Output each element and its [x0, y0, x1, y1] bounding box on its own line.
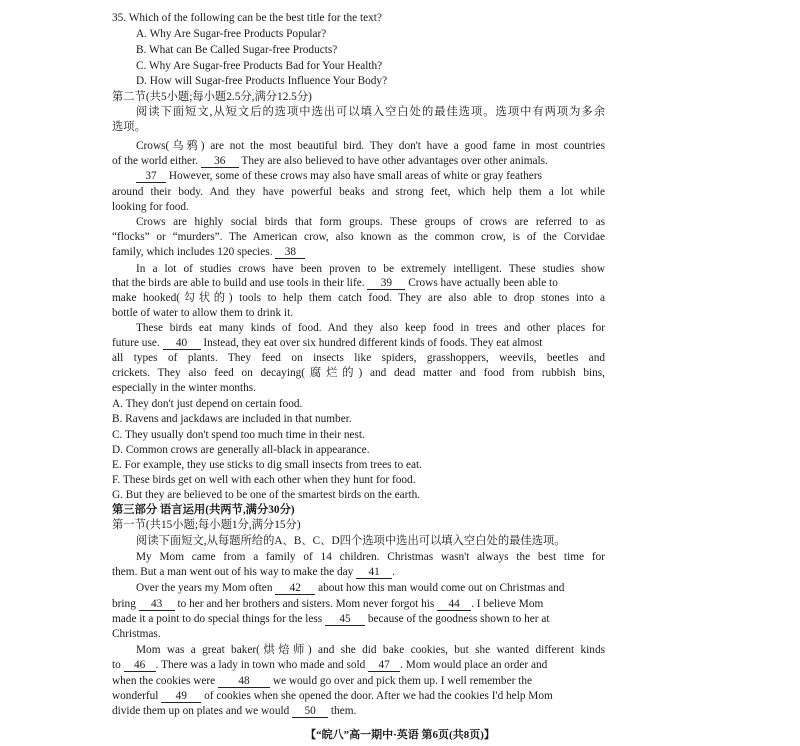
section-2-header: 第二节(共5小题;每小题2.5分,满分12.5分) — [112, 91, 312, 103]
part-3-sub-header: 第一节(共15小题;每小题1分,满分15分) — [112, 519, 301, 531]
blank-39[interactable]: 39 — [367, 277, 405, 290]
crows-p4-line3: make hooked(勾状的) tools to help them catch food. They are also able to drop stones into a — [112, 292, 605, 304]
blank-40[interactable]: 40 — [163, 337, 201, 350]
mom-p3-line5: divide them up on plates and we would 50 them. — [112, 705, 357, 717]
mom-p2-line4: Christmas. — [112, 628, 161, 640]
choice-e: E. For example, they use sticks to dig small insects from trees to eat. — [112, 459, 422, 471]
crows-p1-line2: of the world either. 36 They are also believed to have other advantages over other animals. — [112, 155, 548, 167]
question-35-option-d: D. How will Sugar-free Products Influence Your Body? — [136, 75, 388, 87]
page-footer: 【“皖八”高一期中·英语 第6页(共8页)】 — [305, 729, 495, 741]
crows-p5-line1: These birds eat many kinds of food. And they also keep food in trees and other places for — [136, 322, 605, 334]
mom-p1-line1: My Mom came from a family of 14 children. Christmas wasn't always the best time for — [136, 551, 605, 563]
blank-37[interactable]: 37 — [136, 170, 166, 183]
crows-p3-line1: Crows are highly social birds that form groups. These groups of crows are referred to as — [136, 216, 605, 228]
choice-b: B. Ravens and jackdaws are included in that number. — [112, 413, 352, 425]
crows-p5-line2: future use. 40 Instead, they eat over six hundred different kinds of foods. They eat almost — [112, 337, 543, 349]
crows-p1-line1: Crows(乌鸦) are not the most beautiful bird. They don't have a good fame in most countries — [136, 140, 605, 152]
mom-p3-line3: when the cookies were 48 we would go over and pick them up. I well remember the — [112, 675, 532, 687]
choice-f: F. These birds get on well with each other when they hunt for food. — [112, 474, 416, 486]
question-35-option-a: A. Why Are Sugar-free Products Popular? — [136, 28, 327, 40]
blank-48[interactable]: 48 — [218, 675, 270, 688]
crows-p2-line2: around their body. And they have powerful beaks and strong feet, which help them a lot while — [112, 186, 605, 198]
choice-d: D. Common crows are generally all-black in appearance. — [112, 444, 370, 456]
mom-p3-line2: to 46 . There was a lady in town who made and sold 47 . Mom would place an order and — [112, 659, 548, 671]
question-35-stem: 35. Which of the following can be the best title for the text? — [112, 12, 382, 24]
blank-38[interactable]: 38 — [275, 246, 305, 259]
choice-c: C. They usually don't spend too much time in their nest. — [112, 429, 365, 441]
section-2-instruction: 阅读下面短文,从短文后的选项中选出可以填入空白处的最佳选项。选项中有两项为多余 — [136, 106, 605, 118]
crows-p5-line5: especially in the winter months. — [112, 382, 257, 394]
blank-41[interactable]: 41 — [356, 566, 392, 579]
blank-49[interactable]: 49 — [161, 690, 201, 703]
mom-p3-line1: Mom was a great baker(烘焙师) and she did bake cookies, but she wanted different kinds — [136, 644, 605, 656]
question-35-option-c: C. Why Are Sugar-free Products Bad for Your Health? — [136, 60, 383, 72]
blank-47[interactable]: 47 — [368, 659, 400, 672]
blank-45[interactable]: 45 — [325, 613, 365, 626]
mom-p1-line2: them. But a man went out of his way to make the day 41 . — [112, 566, 395, 578]
blank-36[interactable]: 36 — [201, 155, 239, 168]
choice-a: A. They don't just depend on certain food. — [112, 398, 303, 410]
mom-p2-line2: bring 43 to her and her brothers and sisters. Mom never forgot his 44 . I believe Mom — [112, 598, 544, 610]
section-2-instruction-cont: 选项。 — [112, 121, 146, 133]
crows-p4-line4: bottle of water to allow them to drink it. — [112, 307, 294, 319]
mom-p2-line3: made it a point to do special things for the less 45 because of the goodness shown to her at — [112, 613, 550, 625]
crows-p4-line1: In a lot of studies crows have been proven to be extremely intelligent. These studies show — [136, 263, 605, 275]
crows-p2-line1: 37 However, some of these crows may also have small areas of white or gray feathers — [136, 169, 542, 184]
part-3-header: 第三部分 语言运用(共两节,满分30分) — [112, 504, 295, 516]
crows-p2-line3: looking for food. — [112, 201, 189, 213]
crows-p3-line2: “flocks” or “murders”. The American crow, also known as the common crow, is of the Corvidae — [112, 231, 605, 243]
blank-46[interactable]: 46 — [124, 659, 156, 672]
crows-p4-line2: that the birds are able to build and use tools in their life. 39 Crows have actually been able to — [112, 277, 558, 289]
choice-g: G. But they are believed to be one of the smartest birds on the earth. — [112, 489, 421, 501]
crows-p5-line3: all types of plants. They feed on insects like spiders, grasshoppers, weevils, beetles and — [112, 352, 605, 364]
part-3-instruction: 阅读下面短文,从每题所给的A、B、C、D四个选项中选出可以填入空白处的最佳选项。 — [136, 535, 566, 547]
blank-42[interactable]: 42 — [275, 582, 315, 595]
mom-p3-line4: wonderful 49 of cookies when she opened the door. After we had the cookies I'd help Mom — [112, 690, 553, 702]
blank-43[interactable]: 43 — [139, 598, 175, 611]
question-35-option-b: B. What can Be Called Sugar-free Products? — [136, 44, 338, 56]
blank-50[interactable]: 50 — [292, 705, 328, 718]
blank-44[interactable]: 44 — [437, 598, 471, 611]
crows-p3-line3: family, which includes 120 species. 38 — [112, 245, 305, 260]
mom-p2-line1: Over the years my Mom often 42 about how this man would come out on Christmas and — [136, 582, 565, 594]
crows-p5-line4: crickets. They also feed on decaying(腐烂的) and dead matter and food from rubbish bins, — [112, 367, 605, 379]
